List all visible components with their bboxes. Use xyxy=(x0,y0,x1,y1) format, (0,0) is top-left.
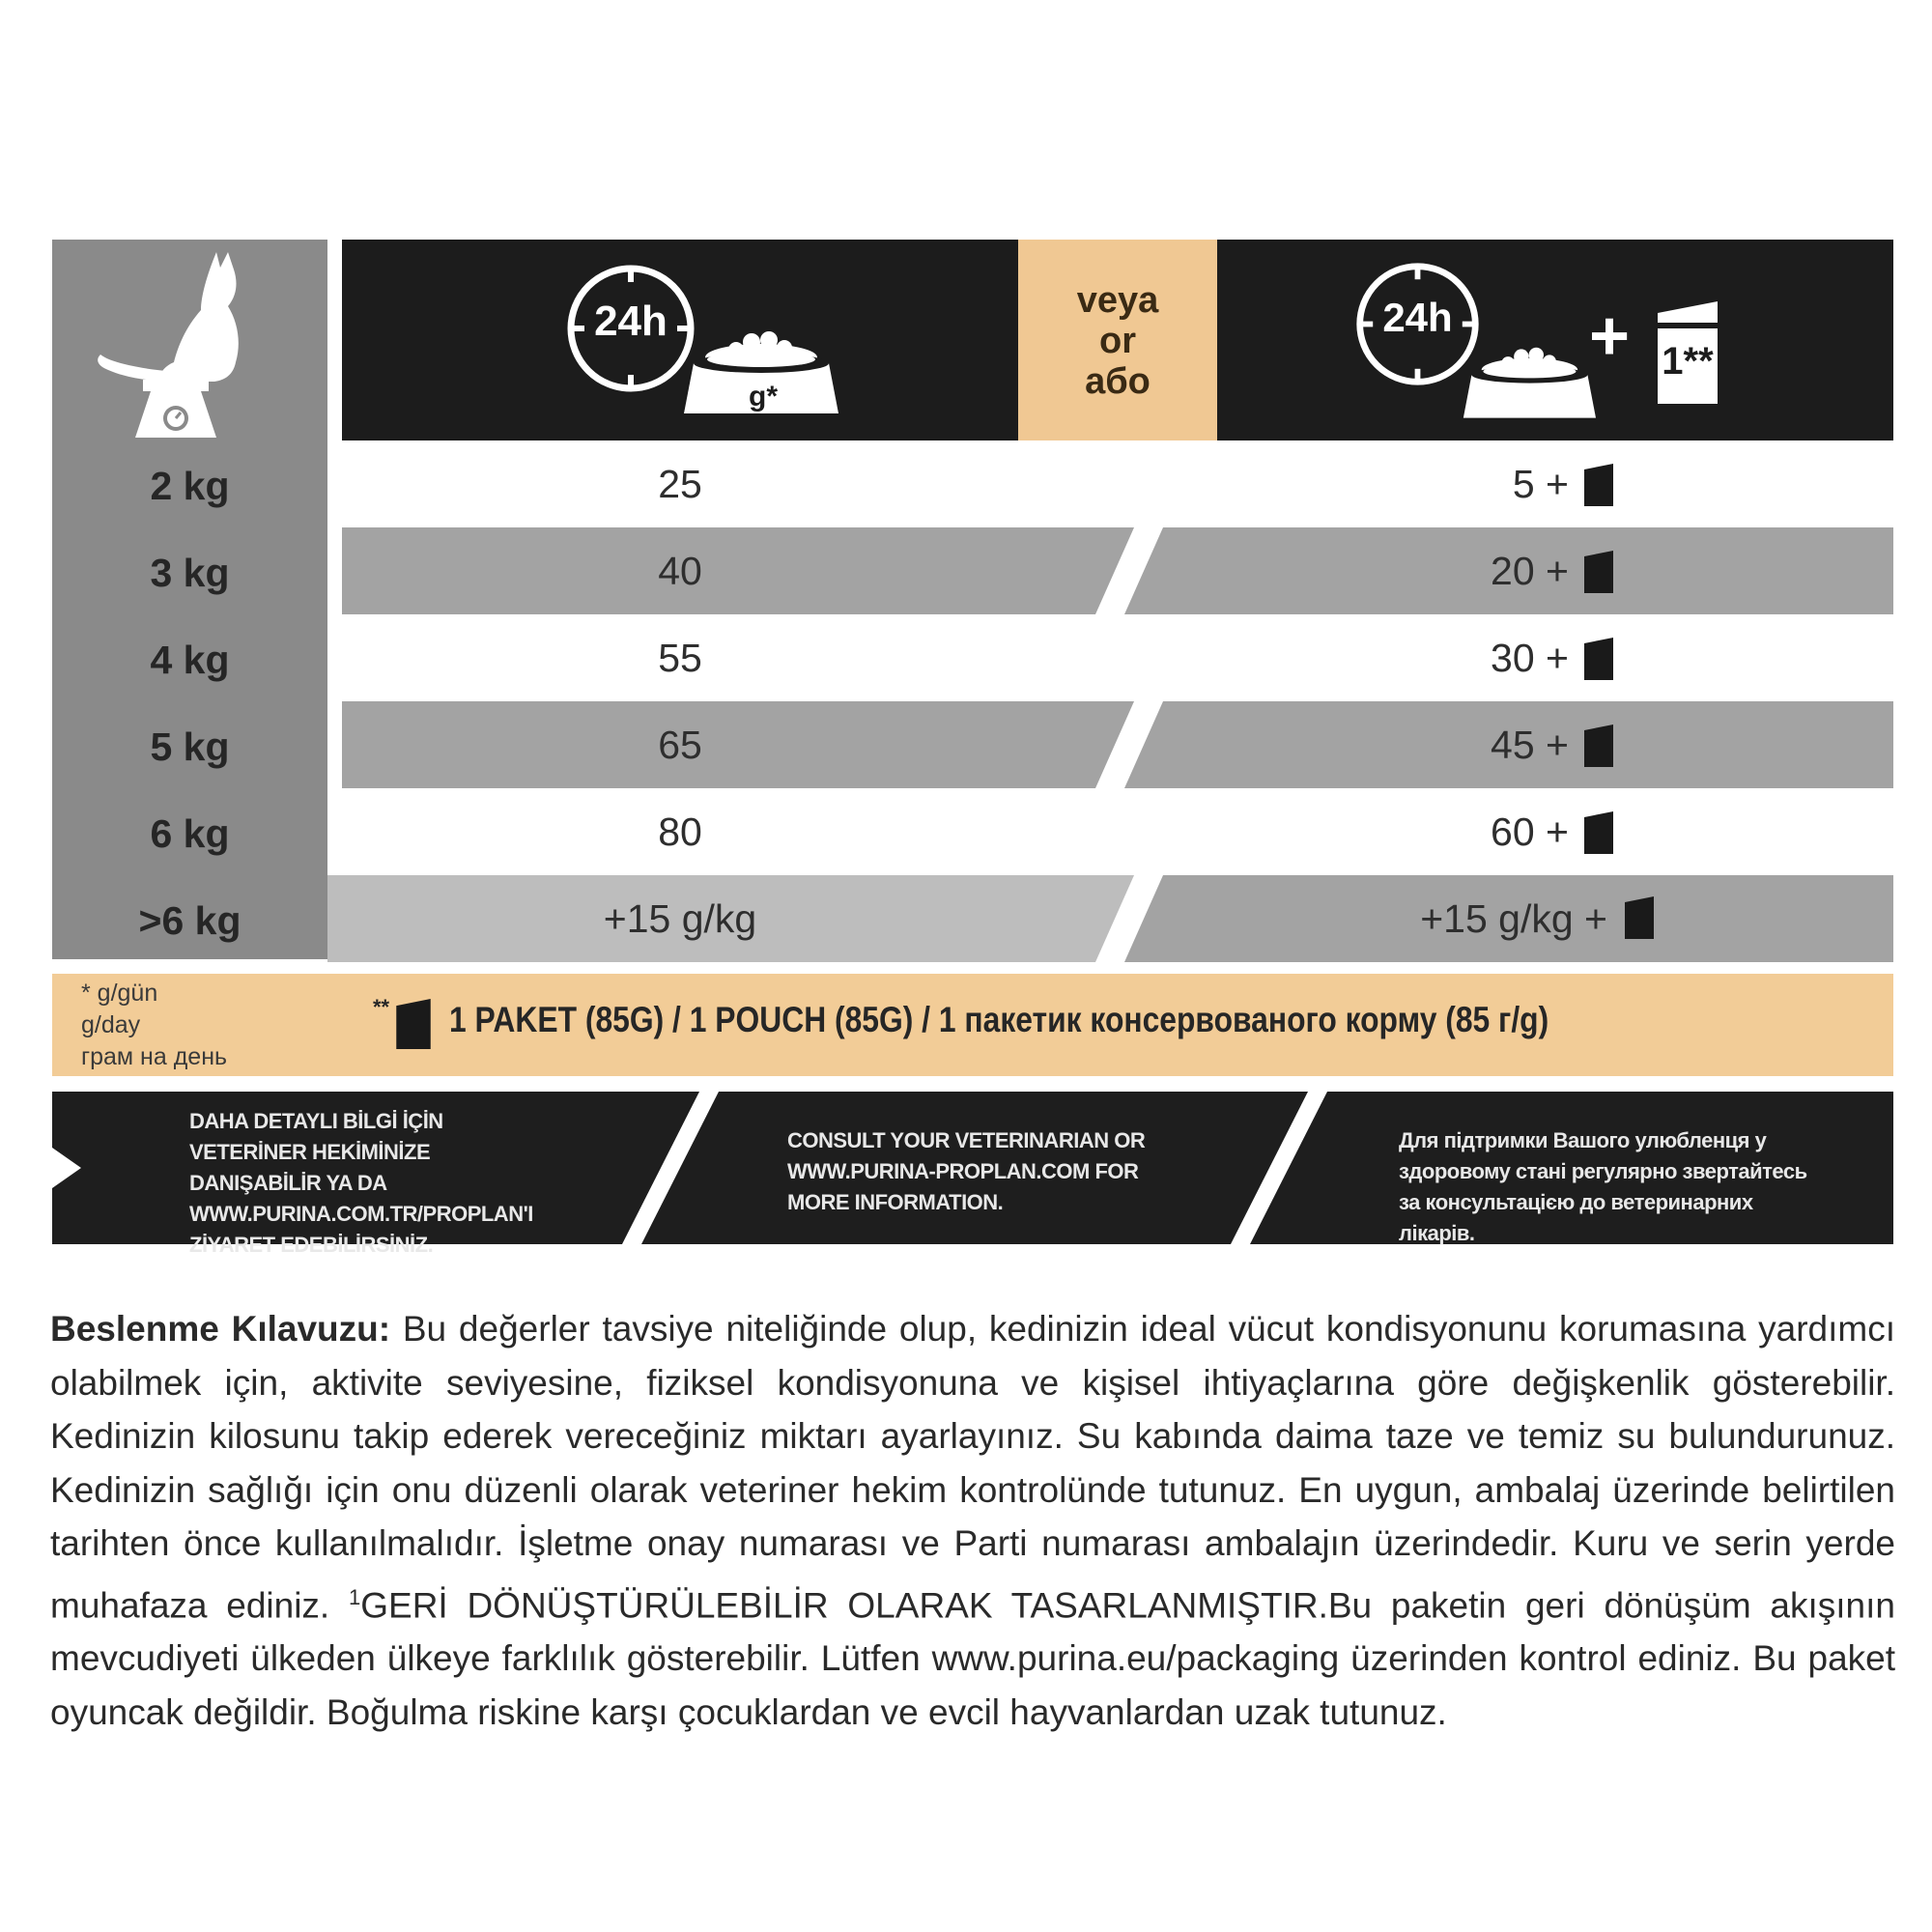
dry-amount-2kg: 25 xyxy=(658,462,702,506)
weight-2kg: 2 kg xyxy=(150,464,230,508)
legend-unit-ua: грам на день xyxy=(81,1043,228,1070)
mixed-amount-3kg: 20 + xyxy=(1491,549,1569,593)
consult-text-en: CONSULT YOUR VETERINARIAN OR WWW.PURINA-PROPLAN.COM FOR MORE INFORMATION. xyxy=(787,1128,1146,1214)
cat-on-scale-icon xyxy=(93,246,257,449)
dry-amount-4kg: 55 xyxy=(658,636,702,680)
header-or xyxy=(1018,240,1217,440)
mixed-amount-over-6kg: +15 g/kg + xyxy=(1420,896,1607,941)
weight-4kg: 4 kg xyxy=(150,638,230,682)
pouch-icon xyxy=(1584,551,1613,593)
gram-mark: g* xyxy=(749,381,778,412)
consult-text-ua: Для підтримки Вашого улюбленця у здоровому стані регулярно звертайтесь за консультацією до ветеринарних лікарів. xyxy=(1399,1128,1807,1245)
consult-text-tr: DAHA DETAYLI BİLGİ İÇİN VETERİNER HEKİMİNİZE DANIŞABİLİR YA DA WWW.PURINA.COM.TR/PROPLAN'I ZİYARET EDEBİLİRSİNİZ. xyxy=(189,1109,533,1257)
weight-5kg: 5 kg xyxy=(150,724,230,769)
dry-amount-5kg: 65 xyxy=(658,723,702,767)
dry-amount-6kg: 80 xyxy=(658,810,702,854)
or-word-tr: veya xyxy=(1076,280,1159,321)
pouch-icon xyxy=(396,999,431,1049)
or-word-ua: або xyxy=(1085,361,1151,402)
legend-unit-en: g/day xyxy=(81,1011,141,1038)
mixed-amount-6kg: 60 + xyxy=(1491,810,1569,854)
clock-24h-label: 24h xyxy=(594,298,668,345)
pouch-icon xyxy=(1584,724,1613,767)
pouch-icon xyxy=(1584,811,1613,854)
pouch-icon xyxy=(1584,464,1613,506)
pouch-size-note: 1 PAKET (85G) / 1 POUCH (85G) / 1 пакетик консервованого корму (85 г/g) xyxy=(449,1000,1549,1039)
feeding-guide-paragraph: Beslenme Kılavuzu: Bu değerler tavsiye niteliğinde olup, kedinizin ideal vücut kondisyonunu korumasına yardımcı olabilmek için, aktivite seviyesine, fiziksel kondisyonuna ve kişisel ihtiyaçlarına göre değişkenlik gösterebilir. Kedinizin kilosunu takip ederek vereceğiniz miktarı ayarlayınız. Su kabında daima taze ve temiz su bulundurunuz. Kedinizin sağlığı için onu düzenli olarak veteriner hekim kontrolünde tutunuz. En uygun, ambalaj üzerinde belirtilen tarihten önce kullanılmalıdır. İşletme onay numarası ve Parti numarası ambalajın üzerindedir. Kuru ve serin yerde muhafaza ediniz. $^1$GERİ DÖNÜŞTÜRÜLEBİLİR OLARAK TASARLANMIŞTIR.Bu paketin geri dönüşüm akışının mevcudiyeti ülkeden ülkeye farklılık gösterebilir. Lütfen www.purina.eu/packaging üzerinden kontrol ediniz. Bu paket oyuncak değildir. Boğulma riskine karşı çocuklardan ve evcil hayvanlardan uzak tutunuz. xyxy=(50,1309,1895,1732)
plus-sign: + xyxy=(1589,298,1631,375)
recycle-notice: GERİ DÖNÜŞTÜRÜLEBİLİR OLARAK TASARLANMIŞTIR. xyxy=(360,1584,1328,1625)
dry-amount-over-6kg: +15 g/kg xyxy=(603,896,757,941)
weight-over-6kg: >6 kg xyxy=(138,898,242,943)
feeding-guide-title: Beslenme Kılavuzu: xyxy=(50,1309,391,1349)
pouch-mark: 1** xyxy=(1662,340,1714,383)
weight-3kg: 3 kg xyxy=(150,551,230,595)
mixed-amount-4kg: 30 + xyxy=(1491,636,1569,680)
pouch-icon xyxy=(1625,896,1654,939)
legend-unit-tr: * g/gün xyxy=(81,980,158,1007)
double-asterisk: ** xyxy=(373,995,390,1019)
dry-amount-3kg: 40 xyxy=(658,549,702,593)
food-bowl-icon xyxy=(1457,343,1602,430)
weight-6kg: 6 kg xyxy=(150,811,230,856)
or-word-en: or xyxy=(1099,321,1136,361)
mixed-amount-5kg: 45 + xyxy=(1491,723,1569,767)
clock-24h-label: 24h xyxy=(1382,295,1453,340)
mixed-amount-2kg: 5 + xyxy=(1512,462,1569,506)
pouch-icon xyxy=(1584,638,1613,680)
